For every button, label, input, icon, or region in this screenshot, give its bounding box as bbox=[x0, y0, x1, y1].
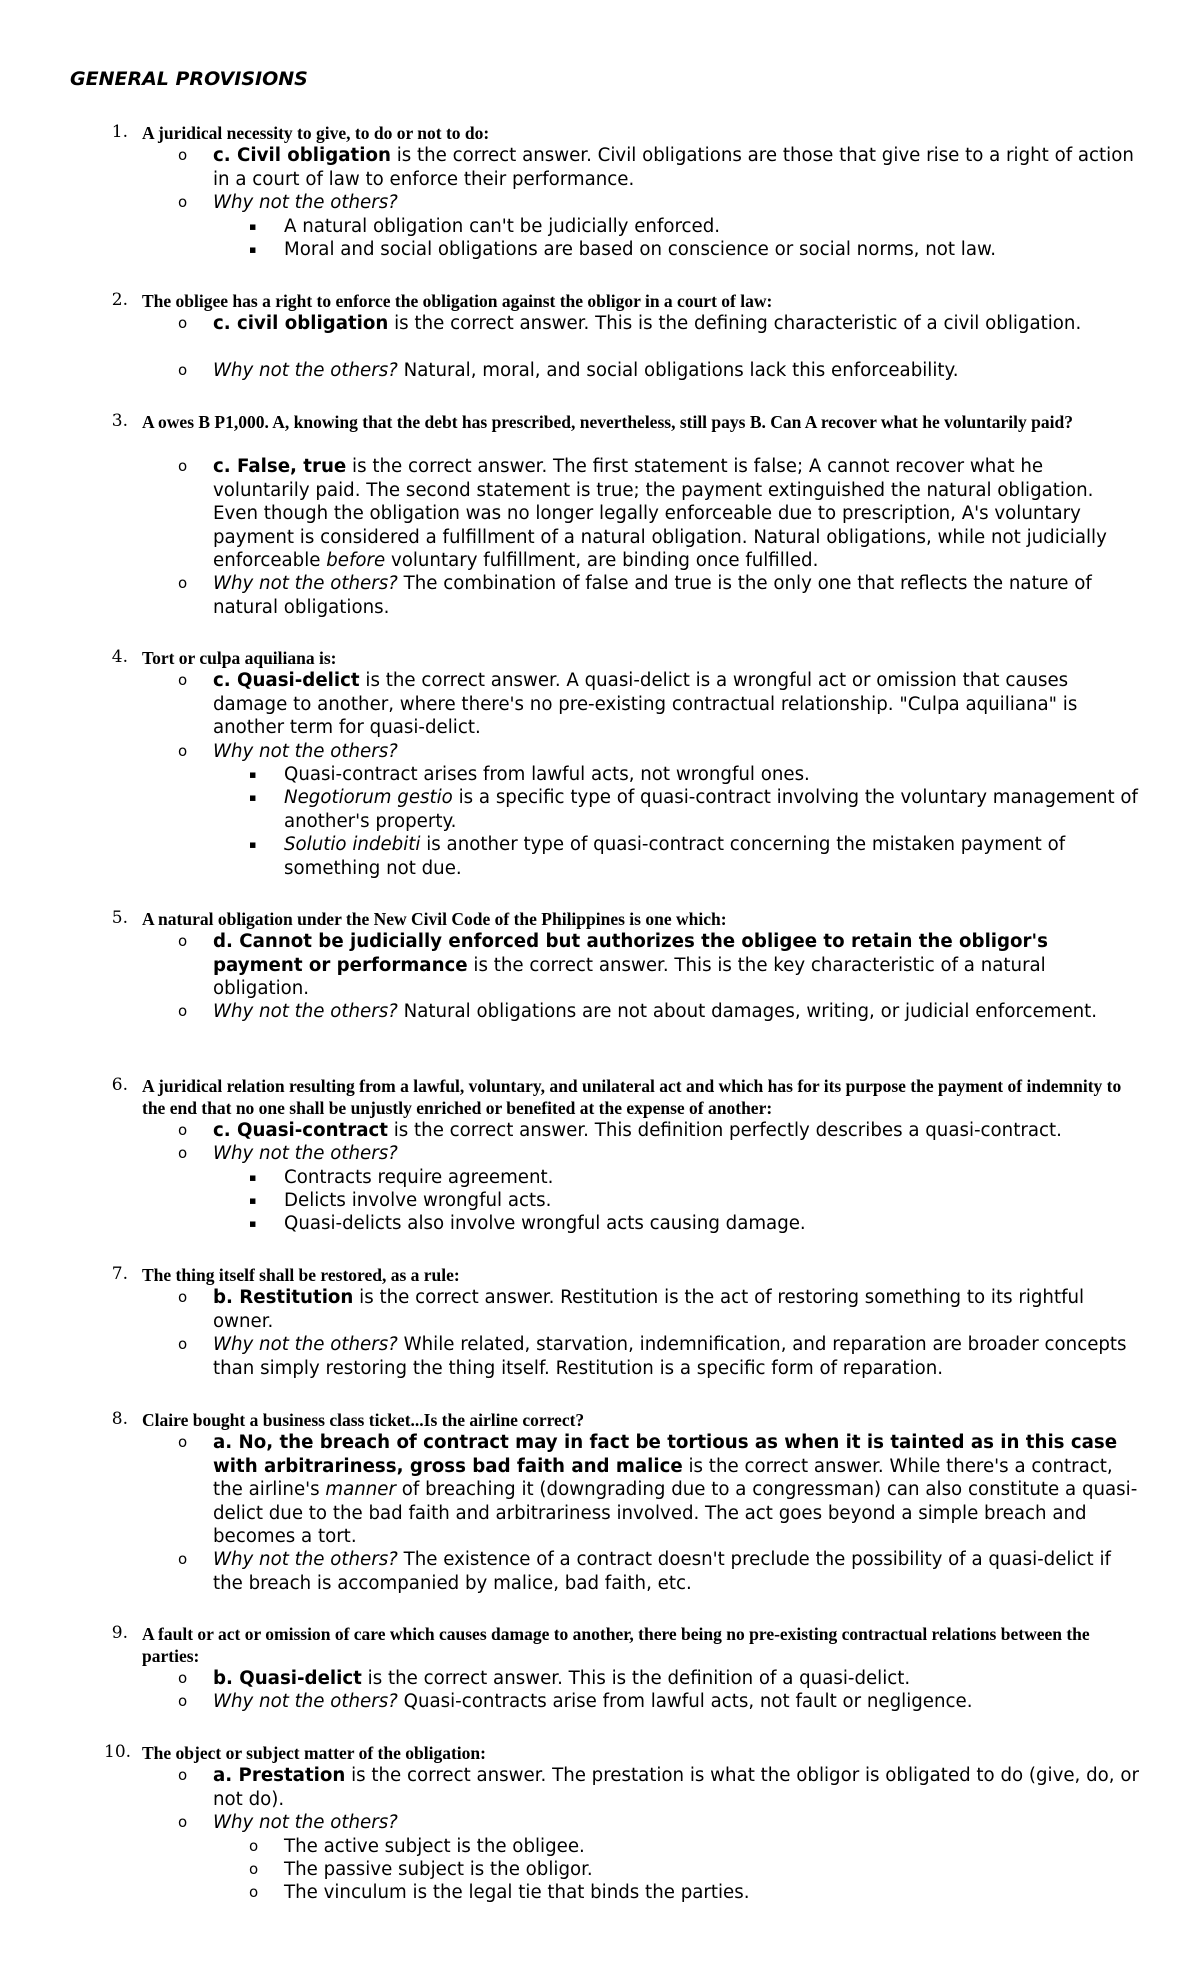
why-rest: Quasi-contracts arise from lawful acts, not fault or negligence. bbox=[397, 1691, 973, 1712]
why-label: Why not the others? bbox=[213, 1001, 398, 1022]
answer-text bbox=[213, 312, 1143, 336]
answer-rest: is the correct answer. A quasi-delict is a wrongful act or omission that causes damage to another, where there's no pre-existing contractual relationship. "Culpa aquiliana" is another term for quasi-delict. bbox=[213, 670, 1078, 738]
why-label: Why not the others? bbox=[213, 741, 398, 762]
why-rest: Natural, moral, and social obligations lack this enforceability. bbox=[397, 360, 959, 381]
list-item: Delicts involve wrongful acts. bbox=[284, 1190, 552, 1211]
page-heading: GENERAL PROVISIONS bbox=[70, 68, 308, 90]
list-item-italic: Solutio indebiti bbox=[284, 834, 421, 855]
answer-italic: manner bbox=[325, 1479, 396, 1500]
answer-rest: is the correct answer. Restitution is the act of restoring something to its rightful owner. bbox=[213, 1287, 1085, 1332]
question-number: 1. bbox=[111, 122, 128, 142]
answer-rest: is the correct answer. The prestation is what the obligor is obligated to do (give, do, or not do). bbox=[213, 1765, 1139, 1810]
square-bullet: ▪ bbox=[249, 220, 257, 233]
question-text: Claire bought a business class ticket...Is the airline correct? bbox=[142, 1410, 585, 1430]
sub-bullet: o bbox=[178, 742, 188, 760]
answer-text bbox=[213, 669, 1143, 740]
square-bullet: ▪ bbox=[249, 1171, 257, 1184]
why-label: Why not the others? bbox=[213, 360, 398, 381]
list-item: Contracts require agreement. bbox=[284, 1167, 554, 1188]
list-item: The vinculum is the legal tie that binds the parties. bbox=[284, 1882, 750, 1903]
question-text: A juridical necessity to give, to do or not to do: bbox=[142, 123, 490, 143]
sub-bullet: o bbox=[178, 361, 188, 379]
list-item bbox=[284, 786, 1144, 833]
why-text bbox=[213, 1000, 1143, 1024]
answer-rest: is the correct answer. This is the definition of a quasi-delict. bbox=[361, 1668, 911, 1689]
question-text: Tort or culpa aquiliana is: bbox=[142, 648, 337, 668]
question-number: 2. bbox=[111, 290, 128, 310]
sub-bullet: o bbox=[178, 671, 188, 689]
square-bullet: ▪ bbox=[249, 768, 257, 781]
answer-text bbox=[213, 930, 1143, 1001]
sub-bullet: o bbox=[178, 574, 188, 592]
question-text: The obligee has a right to enforce the obligation against the obligor in a court of law: bbox=[142, 291, 773, 311]
sub-bullet: o bbox=[249, 1837, 259, 1855]
sub-bullet: o bbox=[178, 1144, 188, 1162]
answer-rest: is the correct answer. This is the defining characteristic of a civil obligation. bbox=[388, 313, 1082, 334]
why-text bbox=[213, 1548, 1143, 1595]
question-number: 6. bbox=[111, 1075, 128, 1095]
why-rest: The existence of a contract doesn't preclude the possibility of a quasi-delict if the breach is accompanied by malice, bad faith, etc. bbox=[213, 1549, 1111, 1594]
sub-bullet: o bbox=[178, 457, 188, 475]
square-bullet: ▪ bbox=[249, 791, 257, 804]
question-text: A juridical relation resulting from a lawful, voluntary, and unilateral act and which has for its purpose the payment of indemnity to the end that no one shall be unjustly enriched or benefited at the expense of another: bbox=[142, 1076, 1122, 1118]
list-item bbox=[284, 833, 1144, 880]
why-rest: While related, starvation, indemnification, and reparation are broader concepts than simply restoring the thing itself. Restitution is a specific form of reparation. bbox=[213, 1334, 1127, 1379]
question-text: A owes B P1,000. A, knowing that the debt has prescribed, nevertheless, still pays B. Can A recover what he voluntarily paid? bbox=[142, 412, 1073, 432]
question-number: 10. bbox=[104, 1742, 132, 1762]
answer-text bbox=[213, 1431, 1143, 1549]
sub-bullet: o bbox=[178, 193, 188, 211]
list-item: Quasi-delicts also involve wrongful acts causing damage. bbox=[284, 1213, 806, 1234]
answer-text bbox=[213, 144, 1143, 191]
answer-bold: b. Quasi-delict bbox=[213, 1668, 362, 1689]
question-number: 5. bbox=[111, 908, 128, 928]
why-text bbox=[213, 1142, 1143, 1166]
why-label: Why not the others? bbox=[213, 1549, 398, 1570]
why-label: Why not the others? bbox=[213, 573, 398, 594]
square-bullet: ▪ bbox=[249, 838, 257, 851]
answer-bold: c. civil obligation bbox=[213, 313, 389, 334]
why-text bbox=[213, 1333, 1143, 1380]
question-number: 9. bbox=[111, 1623, 128, 1643]
list-item-rest: is another type of quasi-contract concerning the mistaken payment of something not due. bbox=[284, 834, 1066, 879]
why-text bbox=[213, 1690, 1143, 1714]
answer-bold: d. Cannot be judicially enforced but authorizes the obligee to retain the obligor's payment or performance bbox=[213, 931, 1048, 976]
sub-bullet: o bbox=[178, 932, 188, 950]
question-number: 4. bbox=[111, 647, 128, 667]
question-text: A fault or act or omission of care which causes damage to another, there being no pre-existing contractual relations between the parties: bbox=[142, 1624, 1090, 1666]
why-label: Why not the others? bbox=[213, 1334, 398, 1355]
sub-bullet: o bbox=[178, 1766, 188, 1784]
answer-rest: is the correct answer. The first statement is false; A cannot recover what he voluntarily paid. The second statement is true; the payment extinguished the natural obligation. Even though the obligation was no longer legally enforceable due to prescription, A's voluntary payment is considered a fulfillment of a natural obligation. Natural obligations, while not judicially enforceable bbox=[213, 456, 1107, 571]
answer-text bbox=[213, 1764, 1143, 1811]
list-item: Moral and social obligations are based on conscience or social norms, not law. bbox=[284, 239, 996, 260]
why-rest: Natural obligations are not about damages, writing, or judicial enforcement. bbox=[397, 1001, 1098, 1022]
list-item-italic: Negotiorum gestio bbox=[284, 787, 453, 808]
answer-bold: a. Prestation bbox=[213, 1765, 346, 1786]
question-number: 7. bbox=[111, 1264, 128, 1284]
answer-bold: c. Civil obligation bbox=[213, 145, 391, 166]
why-text bbox=[213, 359, 1143, 383]
answer-bold: b. Restitution bbox=[213, 1287, 354, 1308]
sub-bullet: o bbox=[178, 1288, 188, 1306]
sub-bullet: o bbox=[178, 146, 188, 164]
sub-bullet: o bbox=[178, 1121, 188, 1139]
list-item: The passive subject is the obligor. bbox=[284, 1859, 593, 1880]
answer-italic: before bbox=[326, 550, 386, 571]
question-number: 3. bbox=[111, 411, 128, 431]
answer-rest: is the correct answer. Civil obligations are those that give rise to a right of action in a court of law to enforce their performance. bbox=[213, 145, 1134, 190]
why-label: Why not the others? bbox=[213, 1812, 398, 1833]
question-text: The object or subject matter of the obligation: bbox=[142, 1743, 486, 1763]
sub-bullet: o bbox=[178, 1550, 188, 1568]
answer-rest: voluntary fulfillment, are binding once fulfilled. bbox=[385, 550, 819, 571]
answer-rest: of breaching it (downgrading due to a congressman) can also constitute a quasi-delict due to the bad faith and arbitrariness involved. The act goes beyond a simple breach and becomes a tort. bbox=[213, 1479, 1138, 1547]
sub-bullet: o bbox=[178, 1433, 188, 1451]
answer-bold: a. No, the breach of contract may in fact be tortious as when it is tainted as in this case with arbitrariness, gross bad faith and malice bbox=[213, 1432, 1118, 1477]
sub-bullet: o bbox=[249, 1860, 259, 1878]
answer-rest: is the correct answer. While there's a contract, the airline's bbox=[213, 1455, 1113, 1500]
sub-bullet: o bbox=[178, 1335, 188, 1353]
answer-bold: c. False, true bbox=[213, 456, 347, 477]
answer-text bbox=[213, 1119, 1143, 1143]
answer-bold: c. Quasi-contract bbox=[213, 1120, 388, 1141]
answer-rest: is the correct answer. This is the key characteristic of a natural obligation. bbox=[213, 954, 1046, 999]
list-item: The active subject is the obligee. bbox=[284, 1836, 585, 1857]
why-label: Why not the others? bbox=[213, 1691, 398, 1712]
question-number: 8. bbox=[111, 1409, 128, 1429]
square-bullet: ▪ bbox=[249, 1194, 257, 1207]
why-label: Why not the others? bbox=[213, 1143, 398, 1164]
list-item-rest: is a specific type of quasi-contract involving the voluntary management of another's property. bbox=[284, 787, 1138, 832]
square-bullet: ▪ bbox=[249, 1217, 257, 1230]
sub-bullet: o bbox=[178, 1669, 188, 1687]
question-text: The thing itself shall be restored, as a rule: bbox=[142, 1265, 460, 1285]
answer-rest: is the correct answer. This definition perfectly describes a quasi-contract. bbox=[387, 1120, 1062, 1141]
question-text: A natural obligation under the New Civil Code of the Philippines is one which: bbox=[142, 909, 727, 929]
sub-bullet: o bbox=[178, 1692, 188, 1710]
answer-text bbox=[213, 1286, 1143, 1333]
sub-bullet: o bbox=[178, 1813, 188, 1831]
list-item: Quasi-contract arises from lawful acts, not wrongful ones. bbox=[284, 764, 810, 785]
sub-bullet: o bbox=[178, 314, 188, 332]
answer-text bbox=[213, 455, 1143, 573]
why-text bbox=[213, 572, 1143, 619]
why-text bbox=[213, 1811, 1143, 1835]
list-item: A natural obligation can't be judicially enforced. bbox=[284, 216, 721, 237]
why-text bbox=[213, 740, 1143, 764]
why-text bbox=[213, 191, 1143, 215]
sub-bullet: o bbox=[249, 1883, 259, 1901]
why-rest: The combination of false and true is the only one that reflects the nature of natural obligations. bbox=[213, 573, 1092, 618]
sub-bullet: o bbox=[178, 1002, 188, 1020]
answer-text bbox=[213, 1667, 1143, 1691]
square-bullet: ▪ bbox=[249, 243, 257, 256]
answer-bold: c. Quasi-delict bbox=[213, 670, 360, 691]
why-label: Why not the others? bbox=[213, 192, 398, 213]
